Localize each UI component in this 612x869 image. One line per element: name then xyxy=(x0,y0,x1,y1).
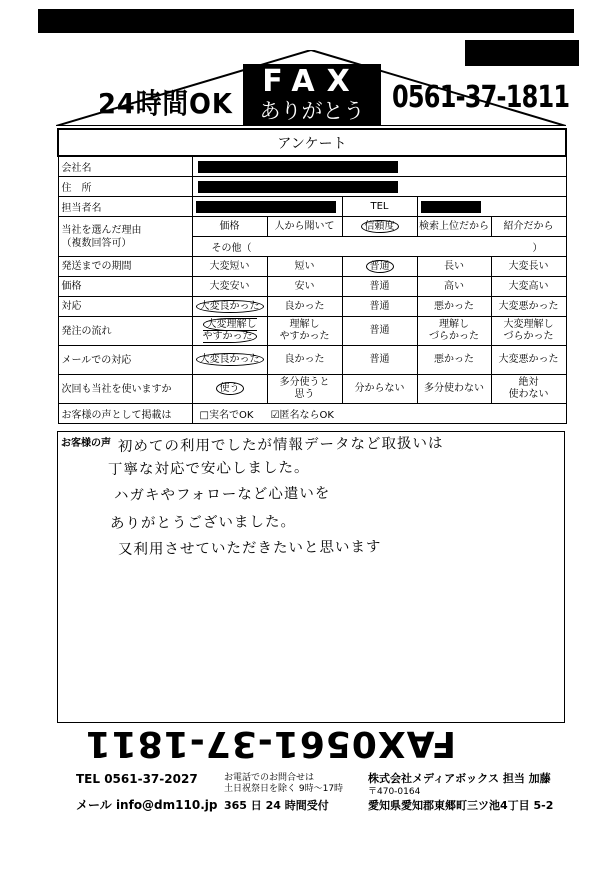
rating-option-label: 大変長い xyxy=(508,260,549,272)
customer-voice-label: お客様の声 xyxy=(61,438,111,449)
footer-company: 株式会社メディアボックス 担当 加藤 xyxy=(368,772,551,785)
tel-redaction xyxy=(421,201,481,213)
rating-question: 発注の流れ xyxy=(58,317,192,346)
publish-anon-option[interactable]: 匿名ならOK xyxy=(279,410,334,421)
selected-circle: 大変理解し やすかった xyxy=(202,319,257,342)
rating-option[interactable] xyxy=(192,257,267,277)
rating-option-label: 理解し やすかった xyxy=(279,319,330,342)
rating-option-label: 大変高い xyxy=(508,280,549,292)
rating-option[interactable] xyxy=(192,346,267,375)
company-field[interactable] xyxy=(192,156,566,177)
rating-option[interactable] xyxy=(267,277,342,297)
rating-option-label: 大変理解し づらかった xyxy=(503,319,554,342)
address-redaction xyxy=(198,181,398,193)
rating-option-label: 長い xyxy=(444,260,464,272)
publish-question: お客様の声として掲載は xyxy=(58,404,192,424)
rating-option-label: 高い xyxy=(444,280,464,292)
reason-option-price[interactable]: 価格 xyxy=(192,217,267,237)
rating-row-email-support xyxy=(58,346,566,375)
address-field[interactable] xyxy=(192,177,566,197)
rating-option-label: 安い xyxy=(294,280,315,292)
voice-line-1: 初めての利用でしたが情報データなど取扱いは xyxy=(117,435,444,455)
rating-row-support xyxy=(58,297,566,317)
rating-option-label: 普通 xyxy=(369,325,390,336)
rating-option-label: 普通 xyxy=(369,300,390,312)
footer-address: 愛知県愛知郡東郷町三ツ池4丁目 5-2 xyxy=(368,799,554,812)
rating-row-shipping-period xyxy=(58,257,566,277)
person-field[interactable] xyxy=(192,197,342,217)
rating-option[interactable] xyxy=(267,317,342,346)
rating-option-label: 悪かった xyxy=(434,300,474,312)
rating-question: 発送までの期間 xyxy=(58,257,192,277)
rating-row-next-use xyxy=(58,375,566,404)
voice-line-4: ありがとうございました。 xyxy=(109,514,297,532)
rating-option[interactable] xyxy=(417,346,491,375)
footer-mail[interactable]: メール info@dm110.jp xyxy=(76,798,218,812)
rating-option[interactable] xyxy=(342,317,417,346)
voice-line-5: 又利用させていただきたいと思います xyxy=(117,539,382,558)
reason-other-field[interactable] xyxy=(192,237,566,257)
rating-option-label: 普通 xyxy=(369,354,390,365)
publish-real-name-option[interactable]: □実名でOK xyxy=(199,410,254,421)
reason-other-label: その他（ xyxy=(211,243,252,254)
bottom-fax-number-inverted: FAX0561-37-1811 xyxy=(84,723,456,764)
survey-table xyxy=(57,128,567,424)
rating-option[interactable] xyxy=(491,375,566,404)
rating-option[interactable] xyxy=(267,297,342,317)
publish-options xyxy=(192,404,566,424)
rating-option-label: 理解し づらかった xyxy=(429,319,479,342)
rating-option-label: 普通 xyxy=(369,280,390,292)
rating-option-label: 大変短い xyxy=(209,260,250,272)
tel-field[interactable] xyxy=(417,197,566,217)
header-thanks: ありがとう xyxy=(259,99,365,123)
footer-zip: 〒470-0164 xyxy=(368,787,421,797)
header-phone-number: 0561-37-1811 xyxy=(392,80,570,115)
rating-question: 価格 xyxy=(58,277,192,297)
selected-circle: 大変良かった xyxy=(196,353,264,366)
rating-option[interactable] xyxy=(491,346,566,375)
rating-option[interactable] xyxy=(192,297,267,317)
rating-option-label: 分からない xyxy=(354,383,405,394)
reason-question: 当社を選んだ理由 （複数回答可） xyxy=(58,217,192,257)
header-fax-label: FAX xyxy=(262,64,362,99)
rating-option[interactable] xyxy=(417,317,491,346)
rating-option[interactable] xyxy=(491,297,566,317)
footer-hours: 365 日 24 時間受付 xyxy=(224,799,329,812)
rating-option-label: 短い xyxy=(294,260,315,272)
rating-option[interactable] xyxy=(267,257,342,277)
tel-label: TEL xyxy=(342,197,417,217)
selected-circle: 使う xyxy=(216,382,244,395)
footer-tel: TEL 0561-37-2027 xyxy=(76,772,198,786)
rating-option-label: 大変悪かった xyxy=(498,354,559,365)
footer-inquiry-2: 土日祝祭日を除く 9時～17時 xyxy=(224,784,344,794)
rating-option[interactable] xyxy=(491,277,566,297)
rating-question: 対応 xyxy=(58,297,192,317)
rating-option-label: 多分使わない xyxy=(424,383,484,394)
rating-option[interactable] xyxy=(342,257,417,277)
company-label: 会社名 xyxy=(58,156,192,177)
person-redaction xyxy=(196,201,336,213)
rating-option[interactable] xyxy=(491,257,566,277)
reason-option-trust[interactable] xyxy=(342,217,417,237)
survey-title: アンケート xyxy=(58,129,566,156)
rating-option-label: 良かった xyxy=(284,300,325,312)
rating-option[interactable] xyxy=(342,346,417,375)
rating-option[interactable] xyxy=(491,317,566,346)
rating-question: メールでの対応 xyxy=(58,346,192,375)
rating-option[interactable] xyxy=(342,375,417,404)
rating-option-label: 悪かった xyxy=(434,354,474,365)
rating-option-label: 良かった xyxy=(284,354,325,365)
redaction-bar-top xyxy=(38,9,574,33)
rating-option[interactable] xyxy=(192,317,267,346)
rating-option[interactable] xyxy=(192,277,267,297)
reason-option-referral-heard[interactable]: 人から聞いて xyxy=(267,217,342,237)
header-24h-ok: 24時間OK xyxy=(98,87,233,120)
rating-option-label: 大変安い xyxy=(209,280,250,292)
rating-option[interactable] xyxy=(417,375,491,404)
rating-option-label: 絶対 使わない xyxy=(508,377,549,400)
selected-circle: 普通 xyxy=(366,260,394,273)
rating-option-label: 多分使うと 思う xyxy=(279,377,330,400)
address-label: 住 所 xyxy=(58,177,192,197)
rating-option[interactable] xyxy=(417,277,491,297)
reason-option-search[interactable]: 検索上位だから xyxy=(417,217,491,237)
publish-anon-checkbox[interactable]: ☑ xyxy=(270,410,280,421)
selected-circle: 信頼度 xyxy=(361,220,399,233)
rating-option[interactable] xyxy=(417,297,491,317)
rating-option[interactable] xyxy=(192,375,267,404)
company-redaction xyxy=(198,161,398,173)
rating-option-label: 大変悪かった xyxy=(498,300,559,312)
rating-option[interactable] xyxy=(342,277,417,297)
reason-other-close: ） xyxy=(532,243,543,254)
rating-option[interactable] xyxy=(417,257,491,277)
voice-line-2: 丁寧な対応で安心しました。 xyxy=(107,459,310,478)
rating-row-order-flow xyxy=(58,317,566,346)
reason-option-introduction[interactable]: 紹介だから xyxy=(491,217,566,237)
rating-option[interactable] xyxy=(267,346,342,375)
rating-row-price xyxy=(58,277,566,297)
footer-inquiry-1: お電話でのお問合せは xyxy=(224,773,315,783)
rating-option[interactable] xyxy=(342,297,417,317)
voice-line-3: ハガキやフォローなど心遣いを xyxy=(113,485,331,504)
selected-circle: 大変良かった xyxy=(196,300,264,313)
rating-question: 次回も当社を使いますか xyxy=(58,375,192,404)
person-label: 担当者名 xyxy=(58,197,192,217)
rating-option[interactable] xyxy=(267,375,342,404)
